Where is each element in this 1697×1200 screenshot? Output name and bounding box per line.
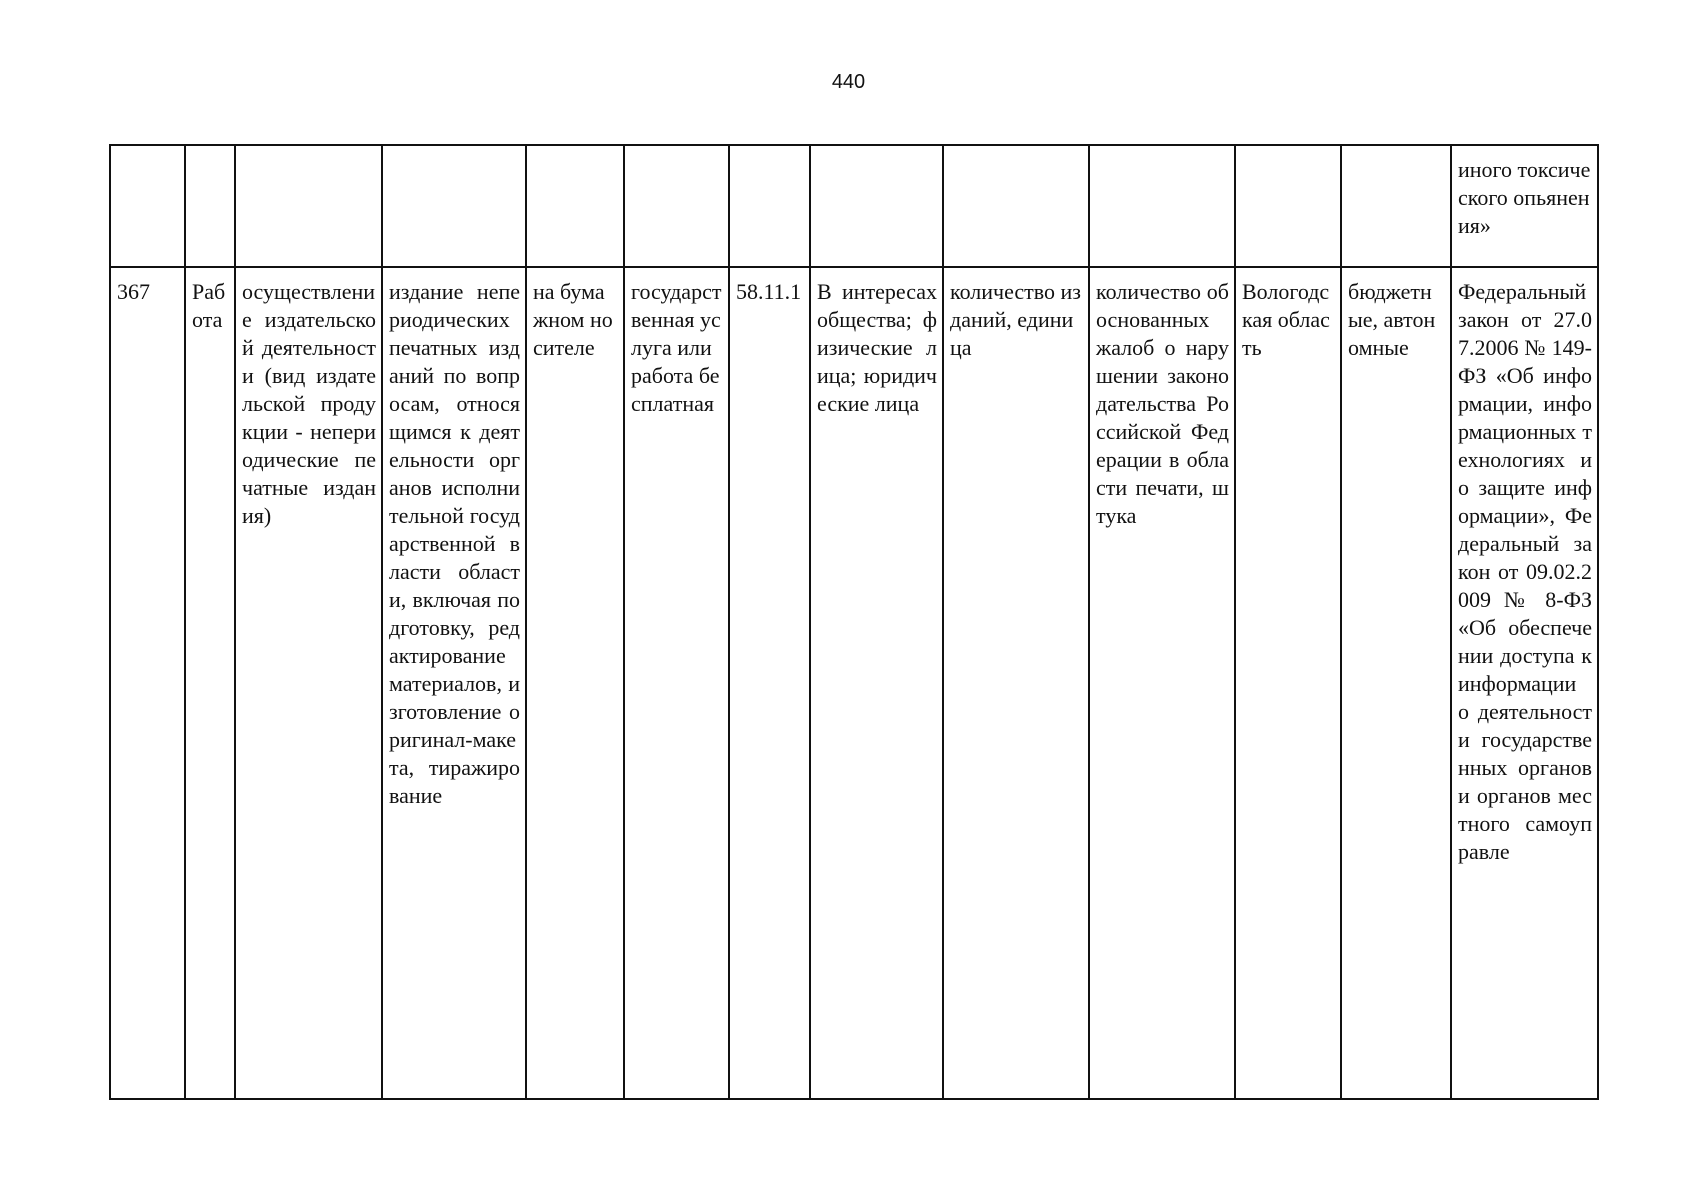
form-cell: на бумажном носителе xyxy=(526,267,624,1099)
table-cell xyxy=(526,145,624,267)
table-cell xyxy=(1089,145,1235,267)
table-cell xyxy=(382,145,526,267)
table-cell xyxy=(1235,145,1341,267)
activity-cell: осуществление издательской деятельности (вид издательской продукции - непериодические печатные издания) xyxy=(235,267,382,1099)
consumers-cell: В интересах общества; физические лица; юридические лица xyxy=(810,267,943,1099)
okved-code-cell: 58.11.1 xyxy=(729,267,810,1099)
table-cell xyxy=(110,145,185,267)
region-cell: Вологодская область xyxy=(1235,267,1341,1099)
institution-type-cell: бюджетные, автономные xyxy=(1341,267,1451,1099)
page-number: 440 xyxy=(831,71,866,93)
table-cell xyxy=(943,145,1089,267)
table-cell xyxy=(624,145,729,267)
table-row xyxy=(110,267,1598,1099)
type-cell: Работа xyxy=(185,267,235,1099)
legal-basis-cell: Федеральный закон от 27.07.2006 № 149-ФЗ «Об информации, информационных технологиях и о защите информации», Федеральный закон от 09.02.2009 № 8-ФЗ «Об обеспечении доступа к информации о деятельности государственных органов и органов местного самоуправле xyxy=(1451,267,1598,1099)
table-cell-legal-basis: иного токсического опьянения» xyxy=(1451,145,1598,267)
service-type-cell: государственная услуга или работа бесплатная xyxy=(624,267,729,1099)
volume-indicator-cell: количество изданий, единица xyxy=(943,267,1089,1099)
table-cell xyxy=(810,145,943,267)
table-row-continuation xyxy=(110,145,1598,267)
table-cell xyxy=(185,145,235,267)
table-cell xyxy=(729,145,810,267)
quality-indicator-cell: количество обоснованных жалоб о нарушении законодательства Российской Федерации в области печати, штука xyxy=(1089,267,1235,1099)
content-cell: издание непериодических печатных изданий по вопросам, относящимся к деятельности органов исполнительной государственной власти области, включая подготовку, редактирование материалов, изготовление оригинал-макета, тиражирование xyxy=(382,267,526,1099)
table-cell xyxy=(1341,145,1451,267)
row-number-cell: 367 xyxy=(110,267,185,1099)
document-table xyxy=(109,144,1599,1100)
table-cell xyxy=(235,145,382,267)
